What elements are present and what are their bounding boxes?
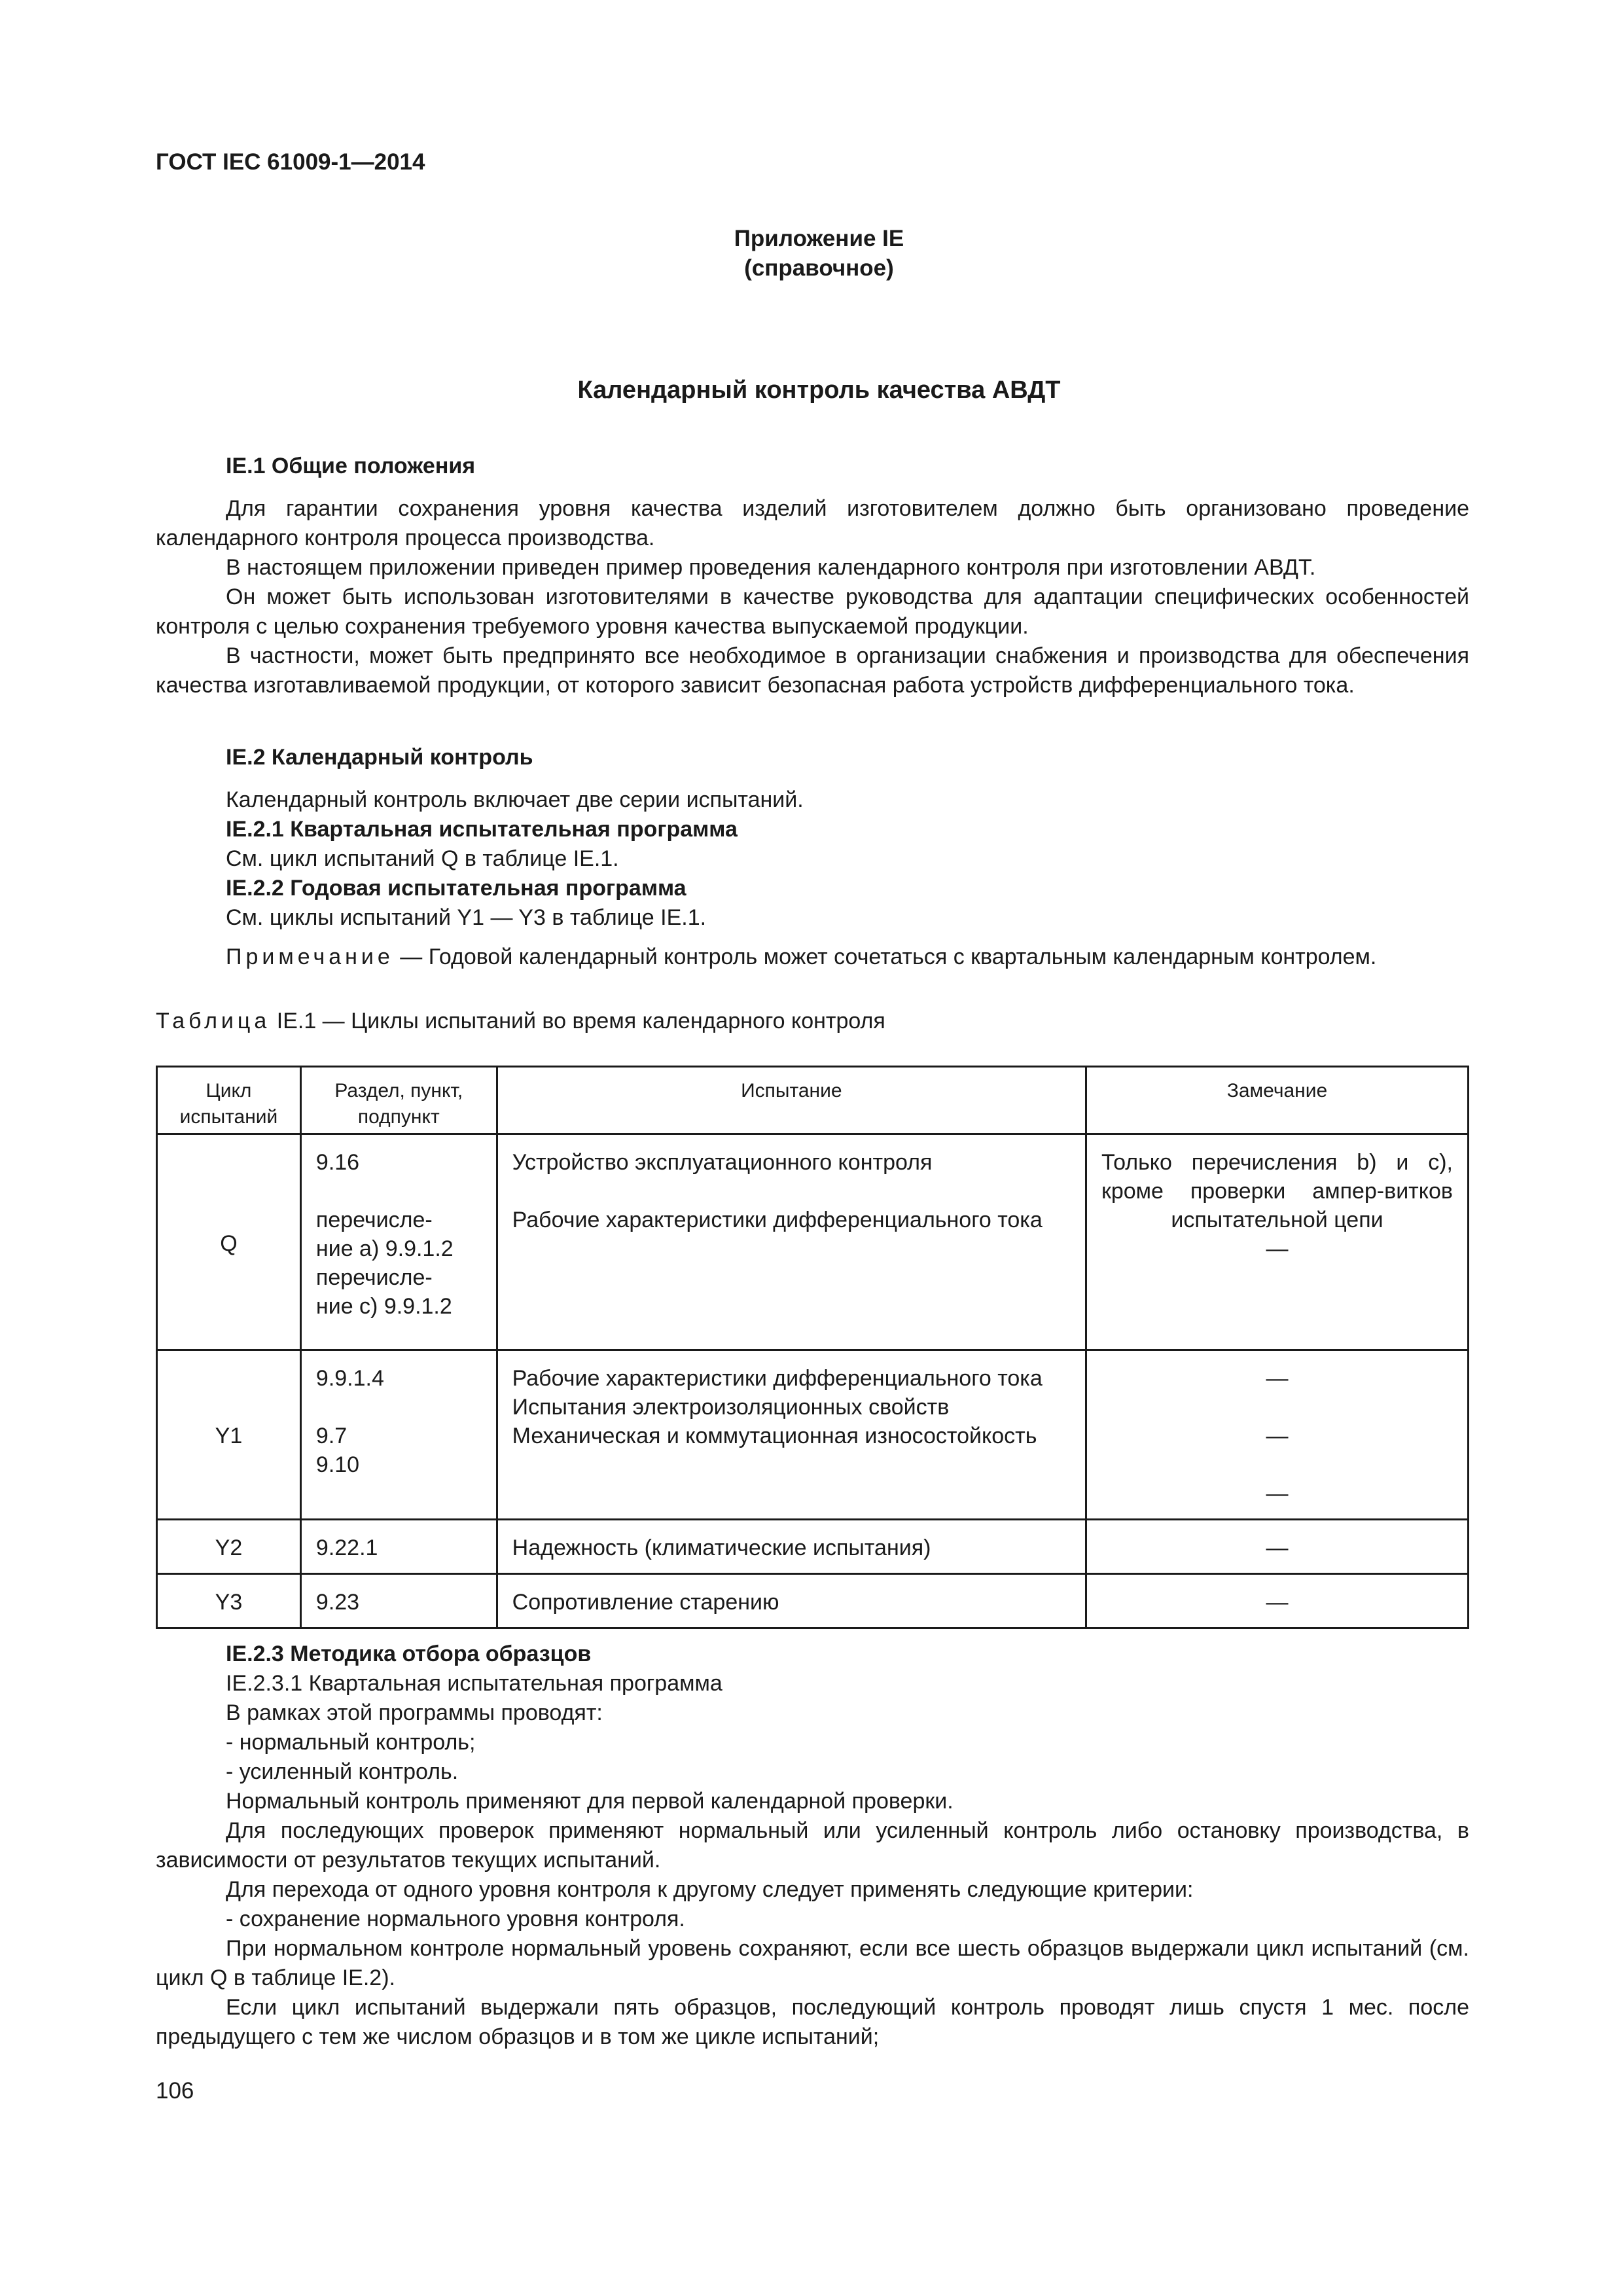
appendix-heading: [156, 224, 1469, 283]
note-text: — Годовой календарный контроль может сочетаться с квартальным календарным контролем.: [393, 944, 1377, 969]
list-item: - сохранение нормального уровня контроля.: [226, 1907, 685, 1931]
paragraph: Для перехода от одного уровня контроля к другому следует применять следующие критерии:: [226, 1877, 1194, 1902]
section-ie1: [156, 452, 1469, 700]
test-cell: Устройство эксплуатационного контроля Рабочие характеристики дифференциального тока: [497, 1134, 1086, 1350]
table-row: [157, 1134, 1469, 1350]
table-caption-label: Таблица: [156, 1009, 271, 1033]
paragraph: См. циклы испытаний Y1 — Y3 в таблице IE.1.: [226, 905, 707, 930]
appendix-line2: (справочное): [744, 255, 894, 281]
table-row: [157, 1574, 1469, 1628]
list-item: - нормальный контроль;: [226, 1730, 476, 1755]
list-item: - усиленный контроль.: [226, 1759, 459, 1784]
test-cell: Сопротивление старению: [497, 1574, 1086, 1628]
paragraph: Он может быть использован изготовителями в качестве руководства для адаптации специфических особенностей контроля с целью сохранения требуемого уровня качества выпускаемой продукции.: [156, 584, 1469, 639]
paragraph: В частности, может быть предпринято все необходимое в организации снабжения и производства для обеспечения качества изготавливаемой продукции, от которого зависит безопасная работа устройств дифференциального тока.: [156, 643, 1469, 698]
paragraph: См. цикл испытаний Q в таблице IE.1.: [226, 846, 619, 871]
cycle-cell: Q: [157, 1134, 301, 1350]
paragraph: В рамках этой программы проводят:: [226, 1700, 603, 1725]
subsection-heading: IE.2.2 Годовая испытательная программа: [226, 876, 687, 901]
paragraph: Нормальный контроль применяют для первой календарной проверки.: [226, 1789, 954, 1814]
standard-header: ГОСТ IEC 61009-1—2014: [156, 149, 425, 175]
col-header-cycle: Цикл испытаний: [157, 1067, 301, 1134]
test-cell: Рабочие характеристики дифференциального тока Испытания электроизоляционных свойств Механическая и коммутационная износостойкость: [497, 1350, 1086, 1520]
page-title: Календарный контроль качества АВДТ: [577, 376, 1061, 404]
paragraph: Если цикл испытаний выдержали пять образцов, последующий контроль проводят лишь спустя 1 мес. после предыдущего с тем же числом образцов и в том же цикле испытаний;: [156, 1995, 1469, 2049]
col-header-section: Раздел, пункт, подпункт: [300, 1067, 497, 1134]
note: [156, 942, 1469, 972]
remark-cell: —: [1086, 1574, 1468, 1628]
test-cell: Надежность (климатические испытания): [497, 1520, 1086, 1574]
subsection-heading: IE.2.3 Методика отбора образцов: [226, 1641, 592, 1666]
cycle-cell: Y2: [157, 1520, 301, 1574]
col-header-test: Испытание: [497, 1067, 1086, 1134]
subsection-heading: IE.2.1 Квартальная испытательная программа: [226, 817, 738, 842]
table-caption-text: IE.1 — Циклы испытаний во время календарного контроля: [270, 1009, 885, 1033]
section-heading: IE.2 Календарный контроль: [226, 745, 533, 770]
remark-cell: —: [1086, 1520, 1468, 1574]
section-cell: 9.22.1: [300, 1520, 497, 1574]
section-cell: 9.16 перечисле- ние a) 9.9.1.2 перечисле- ние c) 9.9.1.2: [300, 1134, 497, 1350]
cycle-cell: Y3: [157, 1574, 301, 1628]
note-label: Примечание: [226, 944, 394, 969]
appendix-line1: Приложение IE: [734, 226, 904, 251]
paragraph: Для последующих проверок применяют нормальный или усиленный контроль либо остановку производства, в зависимости от результатов текущих испытаний.: [156, 1818, 1469, 1873]
col-header-remark: Замечание: [1086, 1067, 1468, 1134]
paragraph: В настоящем приложении приведен пример проведения календарного контроля при изготовлении АВДТ.: [226, 555, 1316, 580]
note-block: [156, 942, 1469, 972]
paragraph: Для гарантии сохранения уровня качества изделий изготовителем должно быть организовано проведение календарного контроля процесса производства.: [156, 496, 1469, 550]
section-heading: IE.1 Общие положения: [226, 454, 476, 478]
table-row: [157, 1520, 1469, 1574]
section-cell: 9.23: [300, 1574, 497, 1628]
remark-cell: — — —: [1086, 1350, 1468, 1520]
section-cell: 9.9.1.4 9.7 9.10: [300, 1350, 497, 1520]
page-number: 106: [156, 2078, 194, 2104]
section-ie2: [156, 743, 1469, 933]
paragraph: Календарный контроль включает две серии испытаний.: [226, 787, 804, 812]
paragraph: При нормальном контроле нормальный уровень сохраняют, если все шесть образцов выдержали цикл испытаний (см. цикл Q в таблице IE.2).: [156, 1936, 1469, 1990]
document-page: [156, 0, 1469, 2296]
table-caption: [156, 1007, 1469, 1036]
table-row: [157, 1350, 1469, 1520]
table-header-row: [157, 1067, 1469, 1134]
section-ie23: [156, 1640, 1469, 2052]
test-cycles-table: [156, 1066, 1469, 1629]
remark-cell: Только перечисления b) и c), кроме проверки ампер-витков испытательной цепи —: [1086, 1134, 1468, 1350]
cycle-cell: Y1: [157, 1350, 301, 1520]
sub-subsection-heading: IE.2.3.1 Квартальная испытательная программа: [226, 1671, 722, 1696]
